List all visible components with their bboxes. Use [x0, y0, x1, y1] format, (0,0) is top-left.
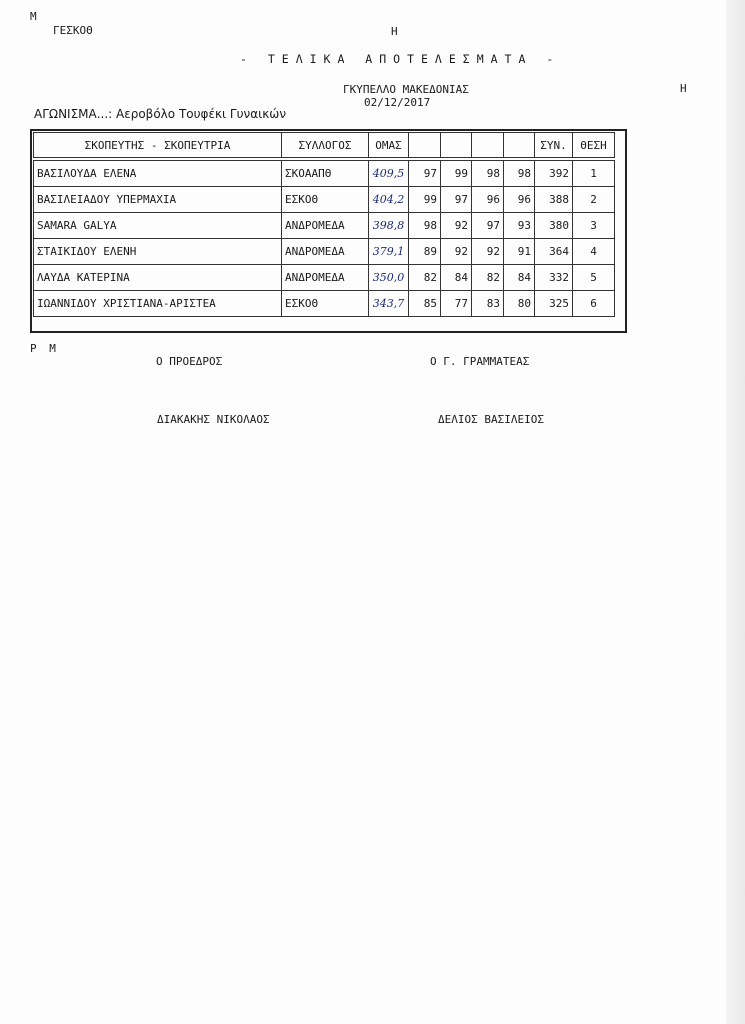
series-1: 89: [409, 239, 441, 265]
header-team: ΟΜΑΣ: [369, 133, 409, 158]
team-score-handwritten: 409,5: [369, 161, 409, 187]
series-2: 77: [441, 291, 472, 317]
team-score-handwritten: 404,2: [369, 187, 409, 213]
shooter-club: ΑΝΔΡΟΜΕΔΑ: [282, 265, 369, 291]
header-series-4: [504, 133, 535, 158]
secretary-title: Ο Γ. ΓΡΑΜΜΑΤΕΑΣ: [430, 355, 530, 368]
header-series-3: [472, 133, 504, 158]
page-title: - ΤΕΛΙΚΑ ΑΠΟΤΕΛΕΣΜΑΤΑ -: [240, 52, 561, 66]
series-4: 98: [504, 161, 535, 187]
series-1: 82: [409, 265, 441, 291]
president-title: Ο ΠΡΟΕΔΡΟΣ: [156, 355, 223, 368]
mark-right: H: [680, 82, 687, 95]
series-1: 98: [409, 213, 441, 239]
total: 325: [535, 291, 573, 317]
place: 4: [573, 239, 615, 265]
total: 364: [535, 239, 573, 265]
series-3: 97: [472, 213, 504, 239]
event-line: ΑΓΩΝΙΣΜΑ...: Αεροβόλο Τουφέκι Γυναικών: [34, 107, 287, 121]
team-score-handwritten: 350,0: [369, 265, 409, 291]
header-series-1: [409, 133, 441, 158]
series-3: 92: [472, 239, 504, 265]
results-table: [33, 132, 615, 317]
series-1: 99: [409, 187, 441, 213]
header-club: ΣΥΛΛΟΓΟΣ: [282, 133, 369, 158]
total: 332: [535, 265, 573, 291]
secretary-name: ΔΕΛΙΟΣ ΒΑΣΙΛΕΙΟΣ: [438, 413, 544, 426]
date: 02/12/2017: [364, 96, 431, 109]
table-row: [34, 213, 615, 239]
shooter-name: ΣΤΑΙΚΙΔΟΥ ΕΛΕΝΗ: [34, 239, 282, 265]
place: 5: [573, 265, 615, 291]
place: 2: [573, 187, 615, 213]
series-2: 97: [441, 187, 472, 213]
series-3: 83: [472, 291, 504, 317]
team-score-handwritten: 343,7: [369, 291, 409, 317]
mark-top-left: M: [30, 10, 37, 23]
total: 388: [535, 187, 573, 213]
table-row: [34, 239, 615, 265]
place: 3: [573, 213, 615, 239]
header-series-2: [441, 133, 472, 158]
series-4: 84: [504, 265, 535, 291]
shooter-name: ΙΩΑΝΝΙΔΟΥ ΧΡΙΣΤΙΑΝΑ-ΑΡΙΣΤΕΑ: [34, 291, 282, 317]
series-2: 84: [441, 265, 472, 291]
series-4: 80: [504, 291, 535, 317]
shooter-name: ΒΑΣΙΛΟΥΔΑ ΕΛΕΝΑ: [34, 161, 282, 187]
mark-top-center: H: [391, 25, 398, 38]
team-score-handwritten: 379,1: [369, 239, 409, 265]
place: 6: [573, 291, 615, 317]
header-place: ΘΕΣΗ: [573, 133, 615, 158]
table-row: [34, 161, 615, 187]
series-3: 98: [472, 161, 504, 187]
shooter-club: ΕΣΚΟΘ: [282, 187, 369, 213]
shooter-club: ΑΝΔΡΟΜΕΔΑ: [282, 213, 369, 239]
team-score-handwritten: 398,8: [369, 213, 409, 239]
series-1: 85: [409, 291, 441, 317]
shooter-name: ΒΑΣΙΛΕΙΑΔΟΥ ΥΠΕΡΜΑΧΙΑ: [34, 187, 282, 213]
series-1: 97: [409, 161, 441, 187]
total: 380: [535, 213, 573, 239]
header-total: ΣΥΝ.: [535, 133, 573, 158]
table-row: [34, 187, 615, 213]
place: 1: [573, 161, 615, 187]
club-header: ΓΕΣΚΟΘ: [53, 24, 93, 37]
shooter-club: ΑΝΔΡΟΜΕΔΑ: [282, 239, 369, 265]
shooter-name: SAMARA GALYA: [34, 213, 282, 239]
header-shooter: ΣΚΟΠΕΥΤΗΣ - ΣΚΟΠΕΥΤΡΙΑ: [34, 133, 282, 158]
table-header-row: [34, 133, 615, 158]
shooter-club: ΣΚΟΑΑΠΘ: [282, 161, 369, 187]
series-4: 96: [504, 187, 535, 213]
shooter-club: ΕΣΚΟΘ: [282, 291, 369, 317]
series-4: 93: [504, 213, 535, 239]
table-row: [34, 265, 615, 291]
series-2: 92: [441, 213, 472, 239]
series-3: 96: [472, 187, 504, 213]
series-3: 82: [472, 265, 504, 291]
table-row: [34, 291, 615, 317]
shooter-name: ΛΑΥΔΑ ΚΑΤΕΡΙΝΑ: [34, 265, 282, 291]
series-2: 92: [441, 239, 472, 265]
series-2: 99: [441, 161, 472, 187]
president-name: ΔΙΑΚΑΚΗΣ ΝΙΚΟΛΑΟΣ: [157, 413, 270, 426]
series-4: 91: [504, 239, 535, 265]
page-edge-shadow: [726, 0, 745, 1024]
venue: ΓΚΥΠΕΛΛΟ ΜΑΚΕΔΟΝΙΑΣ: [343, 83, 469, 96]
total: 392: [535, 161, 573, 187]
footer-marks: P M: [30, 342, 56, 355]
